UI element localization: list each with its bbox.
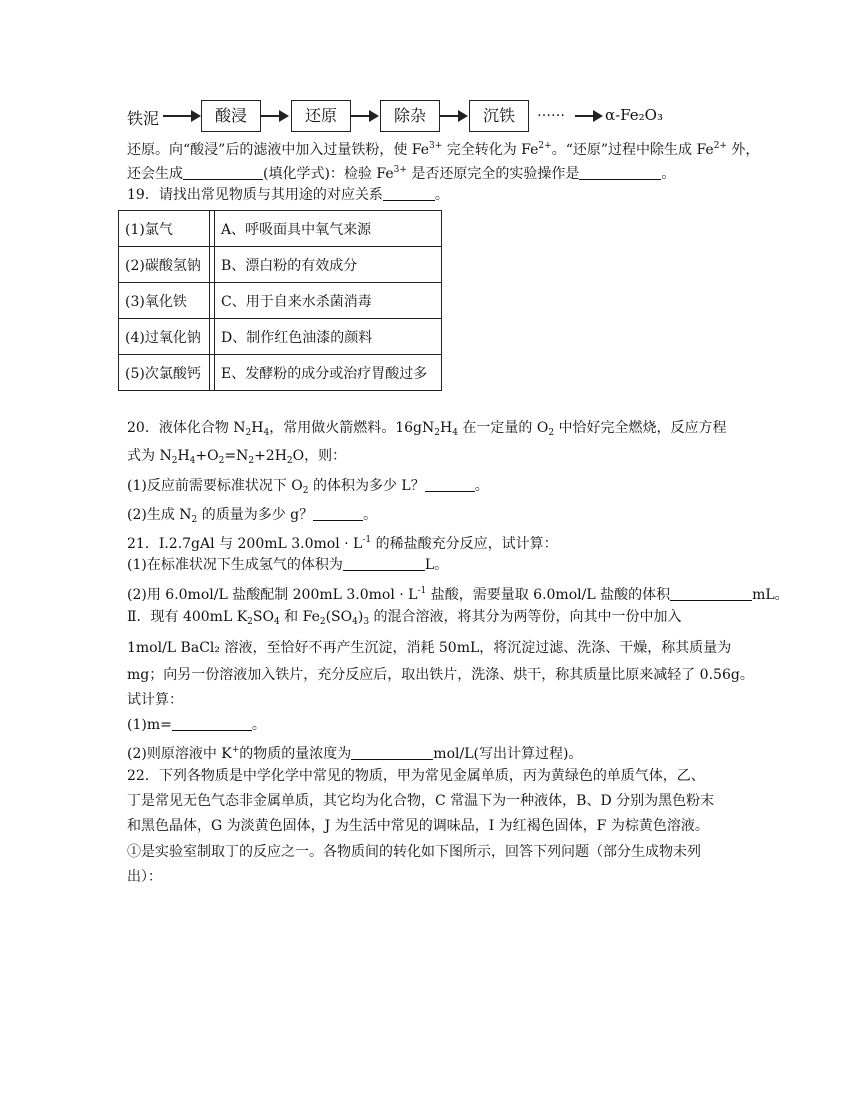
- answer-blank[interactable]: [313, 506, 363, 521]
- flow-arrow: [440, 115, 466, 117]
- q20-line-1: 20．液体化合物 $N_2H_4$，常用做火箭燃料。$16gN_2H_4$ 在一定量的 $O_2$ 中恰好完全燃烧，反应方程: [127, 420, 727, 438]
- flow-step-iron-precipitation: 沉铁: [469, 100, 529, 132]
- q22-line-3: 和黑色晶体，G 为淡黄色固体，J 为生活中常见的调味品，I 为红褐色固体，F 为棕黄色溶液。: [127, 818, 709, 834]
- q21-question-1: (1)m= 。: [127, 717, 266, 733]
- use-cell: E、发酵粉的成分或治疗胃酸过多: [215, 355, 442, 391]
- q21-line-7: 试计算：: [127, 692, 183, 708]
- q21-line-1: 21．I.2.7gAl 与 200mL $3.0mol \cdot L^{-1}$ 的稀盐酸充分反应，试计算：: [127, 535, 558, 552]
- answer-blank[interactable]: [351, 745, 433, 760]
- flow-step-acid-leach: 酸浸: [201, 100, 261, 132]
- answer-blank[interactable]: [425, 477, 475, 492]
- use-cell: A、呼吸面具中氧气来源: [215, 211, 442, 247]
- use-cell: C、用于自来水杀菌消毒: [215, 283, 442, 319]
- flow-end-product: α-Fe₂O₃: [605, 106, 663, 124]
- q20-question-1: (1)反应前需要标准状况下 $O_2$ 的体积为多少 L？ 。: [127, 478, 489, 496]
- q21-line-5: 1mol/L BaCl₂ 溶液，至恰好不再产生沉淀，消耗 50mL，将沉淀过滤、洗涤、干燥，称其质量为: [127, 640, 732, 656]
- substance-cell: (2)碳酸氢钠: [119, 247, 210, 283]
- table-row: [119, 283, 442, 319]
- flow-arrow: [575, 115, 601, 117]
- substance-cell: (3)氧化铁: [119, 283, 210, 319]
- q22-line-2: 丁是常见无色气态非金属单质，其它均为化合物，C 常温下为一种液体，B、D 分别为黑色粉末: [127, 793, 715, 809]
- q21-line-3: (2)用 6.0mol/L 盐酸配制 200mL $3.0mol \cdot L^{-1}$ 盐酸，需要量取 6.0mol/L 盐酸的体积 mL。: [127, 586, 789, 603]
- q22-line-4: ①是实验室制取丁的反应之一。各物质间的转化如下图所示，回答下列问题（部分生成物未列: [127, 844, 701, 860]
- q21-question-2: (2)则原溶液中 K+的物质的量浓度为 mol/L(写出计算过程)。: [127, 745, 583, 762]
- answer-blank[interactable]: [343, 556, 425, 571]
- q21-line-4: Ⅱ．现有 400mL $K_2SO_4$ 和 $Fe_2(SO_4)_3$ 的混合溶液，将其分为两等份，向其中一份中加入: [127, 609, 682, 627]
- flow-arrow: [261, 115, 287, 117]
- flow-arrow: [163, 115, 199, 117]
- q19-matching-table: [118, 210, 442, 391]
- q21-line-6: mg；向另一份溶液加入铁片，充分反应后，取出铁片，洗涤、烘干，称其质量比原来减轻了 0.56g。: [127, 667, 754, 683]
- substance-cell: (4)过氧化钠: [119, 319, 210, 355]
- flow-step-reduce: 还原: [291, 100, 351, 132]
- substance-cell: (1)氯气: [119, 211, 210, 247]
- substance-cell: (5)次氯酸钙: [119, 355, 210, 391]
- flow-arrow: [351, 115, 377, 117]
- q21-line-2: (1)在标准状况下生成氢气的体积为 L。: [127, 557, 449, 573]
- answer-blank[interactable]: [670, 586, 752, 601]
- q18-line-1: 还原。向“酸浸”后的滤液中加入过量铁粉，使 $Fe^{3+}$ 完全转化为 $Fe^{2+}$。“还原”过程中除生成 $Fe^{2+}$ 外，: [127, 141, 760, 158]
- q18-line-2: 还会生成 (填化学式)：检验 $Fe^{3+}$ 是否还原完全的实验操作是 。: [127, 165, 676, 182]
- q20-question-2: (2)生成 $N_2$ 的质量为多少 g？ 。: [127, 507, 378, 525]
- process-flow-diagram: [127, 100, 687, 134]
- table-row: [119, 319, 442, 355]
- answer-blank[interactable]: [183, 165, 263, 180]
- q19-title: 19．请找出常见物质与其用途的对应关系 。: [127, 187, 449, 203]
- use-cell: B、漂白粉的有效成分: [215, 247, 442, 283]
- q20-line-2: 式为 $N_2H_4+O_2=N_2+2H_2O$，则：: [127, 448, 347, 466]
- answer-blank[interactable]: [383, 186, 435, 201]
- q22-line-5: 出）：: [127, 869, 162, 885]
- flow-step-impurity-removal: 除杂: [380, 100, 440, 132]
- table-row: [119, 355, 442, 391]
- use-cell: D、制作红色油漆的颜料: [215, 319, 442, 355]
- flow-start: 铁泥: [127, 109, 160, 128]
- table-row: [119, 247, 442, 283]
- answer-blank[interactable]: [172, 716, 252, 731]
- flow-dots: ……: [537, 104, 565, 120]
- answer-blank[interactable]: [579, 165, 661, 180]
- table-row: [119, 211, 442, 247]
- q22-line-1: 22．下列各物质是中学化学中常见的物质，甲为常见金属单质，丙为黄绿色的单质气体，乙、: [127, 768, 705, 784]
